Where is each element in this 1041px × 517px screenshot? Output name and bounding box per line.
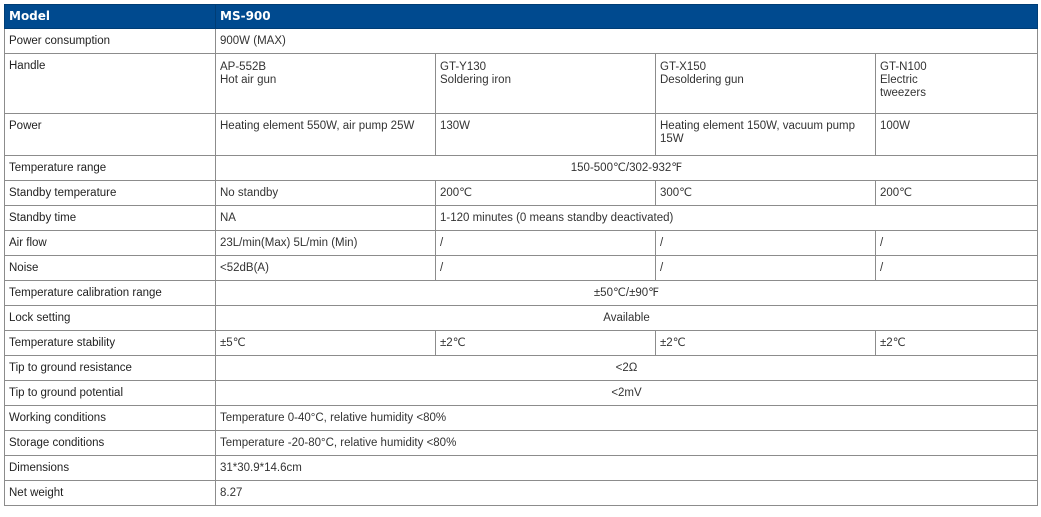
row-label: Dimensions <box>5 456 216 481</box>
row-label: Working conditions <box>5 406 216 431</box>
row-value: Heating element 550W, air pump 25W <box>216 114 436 156</box>
row-value: 8.27 <box>216 481 1038 506</box>
row-value: <2Ω <box>216 356 1038 381</box>
row-label: Temperature calibration range <box>5 281 216 306</box>
row-value: Temperature 0-40°C, relative humidity <80% <box>216 406 1038 431</box>
row-power-consumption <box>5 29 1038 54</box>
handle-model: GT-N100 <box>880 61 927 73</box>
handle-model: AP-552B <box>220 61 267 73</box>
row-value: 31*30.9*14.6cm <box>216 456 1038 481</box>
handle-type: Soldering iron <box>440 74 511 86</box>
row-power <box>5 114 1038 156</box>
row-temperature-calibration-range <box>5 281 1038 306</box>
row-value: NA <box>216 206 436 231</box>
row-value: / <box>436 256 656 281</box>
row-value: / <box>876 256 1038 281</box>
row-label: Net weight <box>5 481 216 506</box>
row-standby-temperature <box>5 181 1038 206</box>
row-air-flow <box>5 231 1038 256</box>
handle-type: Desoldering gun <box>660 74 744 86</box>
row-handle <box>5 54 1038 114</box>
handle-model: GT-Y130 <box>440 61 487 73</box>
row-temperature-stability <box>5 331 1038 356</box>
header-label: Model <box>5 5 216 29</box>
handle-cell <box>436 54 656 114</box>
row-value: / <box>656 256 876 281</box>
row-standby-time <box>5 206 1038 231</box>
row-label: Lock setting <box>5 306 216 331</box>
row-value: 900W (MAX) <box>216 29 1038 54</box>
row-label: Tip to ground potential <box>5 381 216 406</box>
row-value: / <box>436 231 656 256</box>
handle-type: Hot air gun <box>220 74 277 86</box>
handle-cell <box>656 54 876 114</box>
row-value: ±2℃ <box>876 331 1038 356</box>
spec-table <box>4 4 1038 506</box>
row-value: / <box>876 231 1038 256</box>
row-value: ±50℃/±90℉ <box>216 281 1038 306</box>
row-noise <box>5 256 1038 281</box>
row-tip-to-ground-potential <box>5 381 1038 406</box>
row-value: Temperature -20-80°C, relative humidity <80% <box>216 431 1038 456</box>
row-value: 150-500℃/302-932℉ <box>216 156 1038 181</box>
row-label: Storage conditions <box>5 431 216 456</box>
row-label: Noise <box>5 256 216 281</box>
row-label: Air flow <box>5 231 216 256</box>
row-label: Handle <box>5 54 216 114</box>
row-value: <52dB(A) <box>216 256 436 281</box>
row-dimensions <box>5 456 1038 481</box>
row-value: 300℃ <box>656 181 876 206</box>
handle-cell <box>876 54 1038 114</box>
row-label: Temperature stability <box>5 331 216 356</box>
header-row <box>5 5 1038 29</box>
row-temperature-range <box>5 156 1038 181</box>
handle-cell <box>216 54 436 114</box>
header-model: MS-900 <box>216 5 1038 29</box>
row-value: 130W <box>436 114 656 156</box>
row-value: 200℃ <box>436 181 656 206</box>
row-value: / <box>656 231 876 256</box>
handle-model: GT-X150 <box>660 61 707 73</box>
row-value: ±2℃ <box>436 331 656 356</box>
row-value: Available <box>216 306 1038 331</box>
row-value: 1-120 minutes (0 means standby deactivated) <box>436 206 1038 231</box>
row-value: ±5℃ <box>216 331 436 356</box>
row-label: Standby time <box>5 206 216 231</box>
row-storage-conditions <box>5 431 1038 456</box>
row-label: Standby temperature <box>5 181 216 206</box>
row-label: Power <box>5 114 216 156</box>
row-label: Temperature range <box>5 156 216 181</box>
row-tip-to-ground-resistance <box>5 356 1038 381</box>
row-value: No standby <box>216 181 436 206</box>
row-working-conditions <box>5 406 1038 431</box>
row-label: Tip to ground resistance <box>5 356 216 381</box>
row-value: 23L/min(Max) 5L/min (Min) <box>216 231 436 256</box>
row-value: 200℃ <box>876 181 1038 206</box>
row-lock-setting <box>5 306 1038 331</box>
handle-type: Electric tweezers <box>880 74 927 99</box>
row-net-weight <box>5 481 1038 506</box>
row-label: Power consumption <box>5 29 216 54</box>
row-value: ±2℃ <box>656 331 876 356</box>
row-value: Heating element 150W, vacuum pump 15W <box>656 114 876 156</box>
row-value: <2mV <box>216 381 1038 406</box>
row-value: 100W <box>876 114 1038 156</box>
